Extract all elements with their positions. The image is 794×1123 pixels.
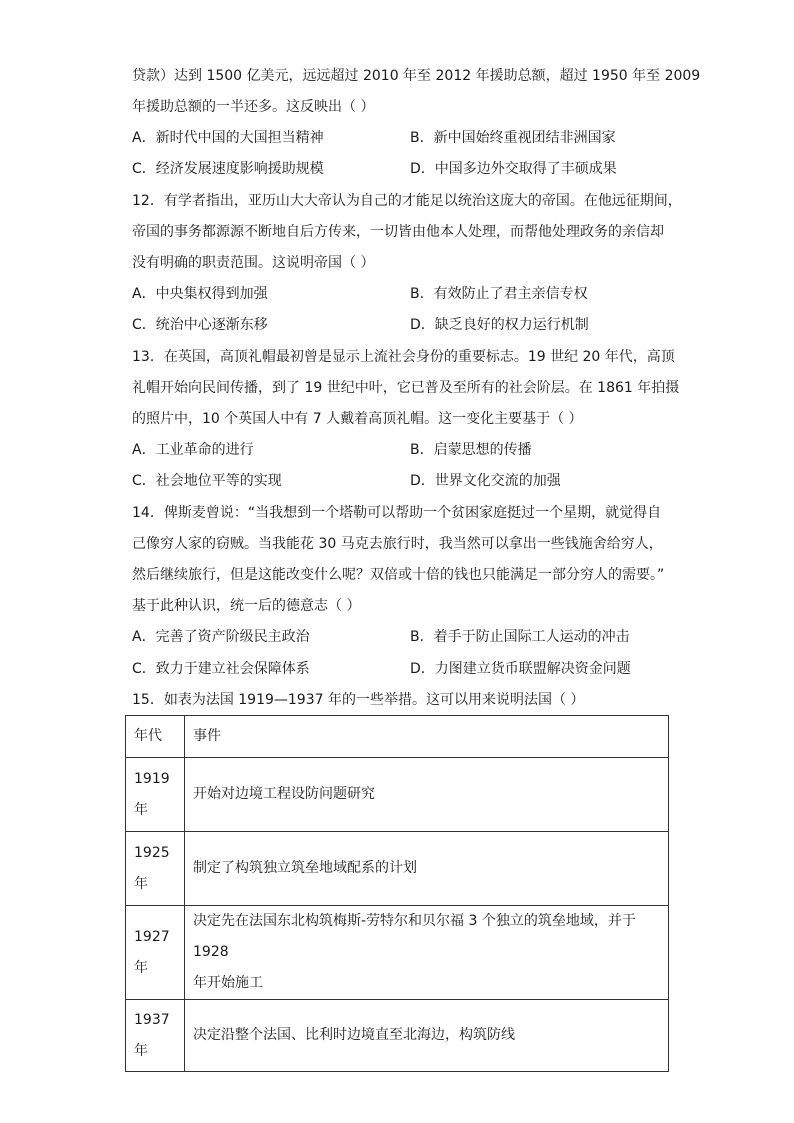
q15-stem-line1: 15．如表为法国 1919—1937 年的一些举措。这可以用来说明法国（ ）: [132, 692, 585, 708]
q12-option-c[interactable]: C．统治中心逐渐东移: [132, 317, 268, 333]
year-cell: [126, 1000, 185, 1072]
q14-stem-line2: 己像穷人家的窃贼。当我能花 30 马克去旅行时，我当然可以拿出一些钱施舍给穷人，: [132, 536, 663, 552]
q11-option-a[interactable]: A．新时代中国的大国担当精神: [132, 130, 324, 146]
q12-option-a[interactable]: A．中央集权得到加强: [132, 286, 268, 302]
table-header-row: [126, 716, 669, 758]
q13-option-d[interactable]: D．世界文化交流的加强: [410, 473, 561, 489]
event-cell: [185, 906, 669, 1000]
q11-option-d[interactable]: D．中国多边外交取得了丰硕成果: [410, 161, 617, 177]
q12-option-b[interactable]: B．有效防止了君主亲信专权: [410, 286, 588, 302]
q11-stem-line2: 年援助总额的一半还多。这反映出（ ）: [132, 99, 375, 115]
year-value: 1927: [134, 928, 170, 945]
year-value: 1925: [134, 844, 170, 861]
q14-stem-line4: 基于此种认识，统一后的德意志（ ）: [132, 598, 361, 614]
header-event: 事件: [185, 716, 669, 758]
q14-option-a[interactable]: A．完善了资产阶级民主政治: [132, 629, 310, 645]
year-unit: 年: [134, 959, 148, 976]
measures-table: [125, 715, 669, 1072]
q11-option-b[interactable]: B．新中国始终重视团结非洲国家: [410, 130, 616, 146]
q12-option-d[interactable]: D．缺乏良好的权力运行机制: [410, 317, 589, 333]
q13-option-c[interactable]: C．社会地位平等的实现: [132, 473, 282, 489]
q14-stem-line1: 14．俾斯麦曾说：“当我想到一个塔勒可以帮助一个贫困家庭挺过一个星期，就觉得自: [132, 505, 662, 521]
year-value: 1937: [134, 1011, 170, 1028]
event-line2: 年开始施工: [193, 975, 263, 991]
q14-stem-line3: 然后继续旅行，但是这能改变什么呢？双倍或十倍的钱也只能满足一部分穷人的需要。”: [132, 567, 665, 583]
year-cell: [126, 906, 185, 1000]
event-line1: 决定先在法国东北构筑梅斯-劳特尔和贝尔福 3 个独立的筑垒地域，并于 1928: [193, 913, 636, 960]
table-row: [126, 1000, 669, 1072]
event-cell: 制定了构筑独立筑垒地域配系的计划: [185, 832, 669, 906]
q11-option-c[interactable]: C．经济发展速度影响援助规模: [132, 161, 324, 177]
q13-stem-line1: 13．在英国，高顶礼帽最初曾是显示上流社会身份的重要标志。19 世纪 20 年代，高顶: [132, 349, 675, 365]
header-year: 年代: [126, 716, 185, 758]
table-row: [126, 832, 669, 906]
q14-option-b[interactable]: B．着手于防止国际工人运动的冲击: [410, 629, 630, 645]
year-unit: 年: [134, 801, 148, 818]
q12-stem-line3: 没有明确的职责范围。这说明帝国（ ）: [132, 255, 375, 271]
year-value: 1919: [134, 770, 170, 787]
table-row: [126, 906, 669, 1000]
q13-stem-line2: 礼帽开始向民间传播，到了 19 世纪中叶，它已普及至所有的社会阶层。在 1861 年拍摄: [132, 380, 680, 396]
q13-stem-line3: 的照片中，10 个英国人中有 7 人戴着高顶礼帽。这一变化主要基于（ ）: [132, 411, 583, 427]
event-cell: 开始对边境工程设防问题研究: [185, 758, 669, 832]
year-cell: [126, 832, 185, 906]
q13-option-a[interactable]: A．工业革命的进行: [132, 442, 254, 458]
year-cell: [126, 758, 185, 832]
q11-stem-line1: 贷款）达到 1500 亿美元，远远超过 2010 年至 2012 年援助总额，超过 1950 年至 2009: [132, 68, 701, 84]
event-cell: 决定沿整个法国、比利时边境直至北海边，构筑防线: [185, 1000, 669, 1072]
q12-stem-line1: 12．有学者指出，亚历山大大帝认为自己的才能足以统治这庞大的帝国。在他远征期间，: [132, 193, 682, 209]
table-row: [126, 758, 669, 832]
year-unit: 年: [134, 875, 148, 892]
q13-option-b[interactable]: B．启蒙思想的传播: [410, 442, 532, 458]
q14-option-c[interactable]: C．致力于建立社会保障体系: [132, 661, 310, 677]
q12-stem-line2: 帝国的事务都源源不断地自后方传来，一切皆由他本人处理，而帮他处理政务的亲信却: [132, 224, 664, 240]
year-unit: 年: [134, 1042, 148, 1059]
q14-option-d[interactable]: D．力图建立货币联盟解决资金问题: [410, 661, 631, 677]
